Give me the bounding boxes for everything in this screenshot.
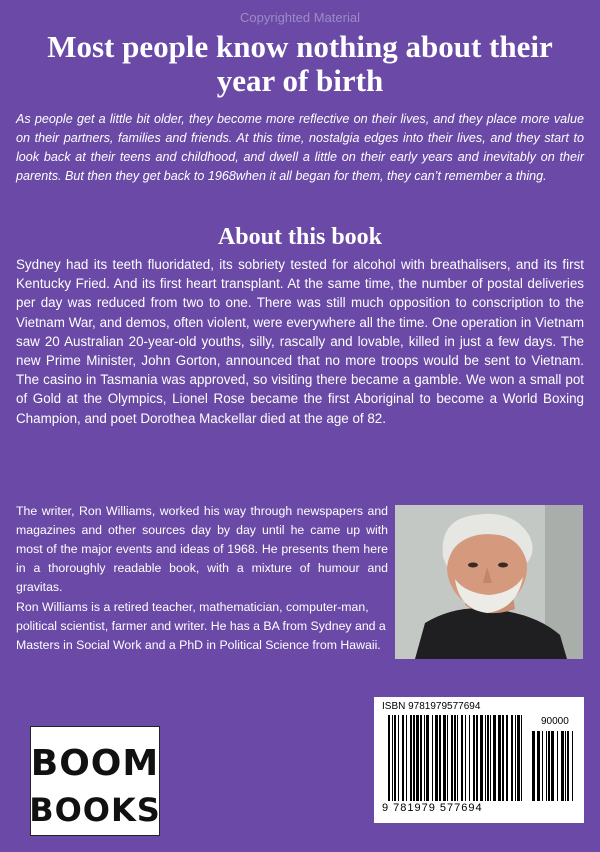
barcode-bar [410, 715, 412, 801]
barcode-bar [432, 715, 433, 801]
barcode-bar [394, 715, 396, 801]
barcode-bar [551, 731, 554, 801]
barcode-bar [469, 715, 470, 801]
barcode-bar [451, 715, 453, 801]
publisher-logo [30, 726, 160, 836]
barcode-bar [443, 715, 446, 801]
barcode-bar [485, 715, 486, 801]
barcode-bar [546, 731, 547, 801]
barcode-bar [447, 715, 448, 801]
barcode-bar [424, 715, 425, 801]
barcode-bar [537, 731, 540, 801]
barcode-bar [548, 731, 550, 801]
author-portrait-image [395, 505, 583, 659]
barcode-bar [521, 715, 522, 801]
barcode-bar [567, 731, 569, 801]
barcode-bar [498, 715, 501, 801]
barcode-bar [493, 715, 496, 801]
barcode-bar [457, 715, 458, 801]
barcode-bar [461, 715, 463, 801]
barcode-bar [416, 715, 419, 801]
barcode-bar [480, 715, 483, 801]
barcode-bar [511, 715, 513, 801]
barcode-bar [502, 715, 504, 801]
barcode-bar [476, 715, 478, 801]
barcode-bar [402, 715, 404, 801]
barcode-bar [473, 715, 475, 801]
barcode-bar [439, 715, 441, 801]
headline: Most people know nothing about their year of birth [47, 29, 553, 98]
author-photo [395, 505, 583, 659]
intro-paragraph: As people get a little bit older, they become more reflective on their lives, and they place more value on their partners, families and friends. At this time, nostalgia edges into their lives, and they start to look back at their teens and childhood, and dwell a little on their early years and inevitably on their parents. But then they get back to 1968when it all began for them, they can’t remember a thing. [16, 112, 584, 183]
logo-line-1: BOOM [31, 743, 159, 784]
boom-books-logo [31, 727, 159, 835]
about-heading: About this book [217, 224, 383, 250]
writer-paragraph: The writer, Ron Williams, worked his way through newspapers and magazines and other sources day by day until he came up with most of the major events and ideas of 1968. He presents them here in a thoroughly readable book, with a mixture of humour and gravitas. [16, 504, 388, 594]
isbn-barcode-box [374, 697, 584, 823]
isbn-label: ISBN 9781979577694 [382, 701, 481, 712]
price-code: 90000 [541, 716, 569, 727]
isbn-digits: 9 781979 577694 [382, 802, 483, 814]
barcode-bar [561, 731, 564, 801]
barcode-bar [487, 715, 489, 801]
barcode-bar [398, 715, 399, 801]
watermark: Copyrighted Material [240, 10, 360, 25]
barcode-bar [465, 715, 466, 801]
barcode-bar [413, 715, 415, 801]
barcode-bar [426, 715, 429, 801]
barcode-bar [392, 715, 393, 801]
about-paragraph: Sydney had its teeth fluoridated, its sobriety tested for alcohol with breathalisers, and its first Kentucky Fried. And its first heart transplant. At the same time, the number of postal deliveries per day was reduced from two to one. There was still much opposition to conscription to the Vietnam War, and demos, often violent, were everywhere all the time. One operation in Vietnam saw 20 Australian 20-year-old youths, silly, rascally and lovable, killed in just a few days. The new Prime Minister, John Gorton, announced that no more troops would be sent to Vietnam. The casino in Tasmania was approved, so visiting there became a gamble. We won a small pot of Gold at the Olympics, Lionel Rose became the first Aboriginal to become a World Boxing Champion, and poet Dorothea Mackellar died at the age of 82. [16, 257, 584, 426]
barcode-bar [532, 731, 535, 801]
author-bio: Ron Williams is a retired teacher, mathematician, computer-man, political scientist, farmer and writer. He has a BA from Sydney and a Masters in Social Work and a PhD in Political Science from Hawaii. [16, 600, 386, 652]
barcode-bar [506, 715, 508, 801]
barcode-bar [490, 715, 491, 801]
barcode-bar [557, 731, 558, 801]
barcode-bar [542, 731, 543, 801]
barcode-bar [454, 715, 456, 801]
barcode-bar [406, 715, 407, 801]
barcode-bar [515, 715, 516, 801]
barcode-bar [420, 715, 422, 801]
barcode-bar [565, 731, 566, 801]
barcode-bar [388, 715, 390, 801]
barcode-bar [572, 731, 573, 801]
barcode-bar [517, 715, 520, 801]
barcode-bar [435, 715, 438, 801]
logo-line-2: BOOKS [31, 791, 159, 829]
